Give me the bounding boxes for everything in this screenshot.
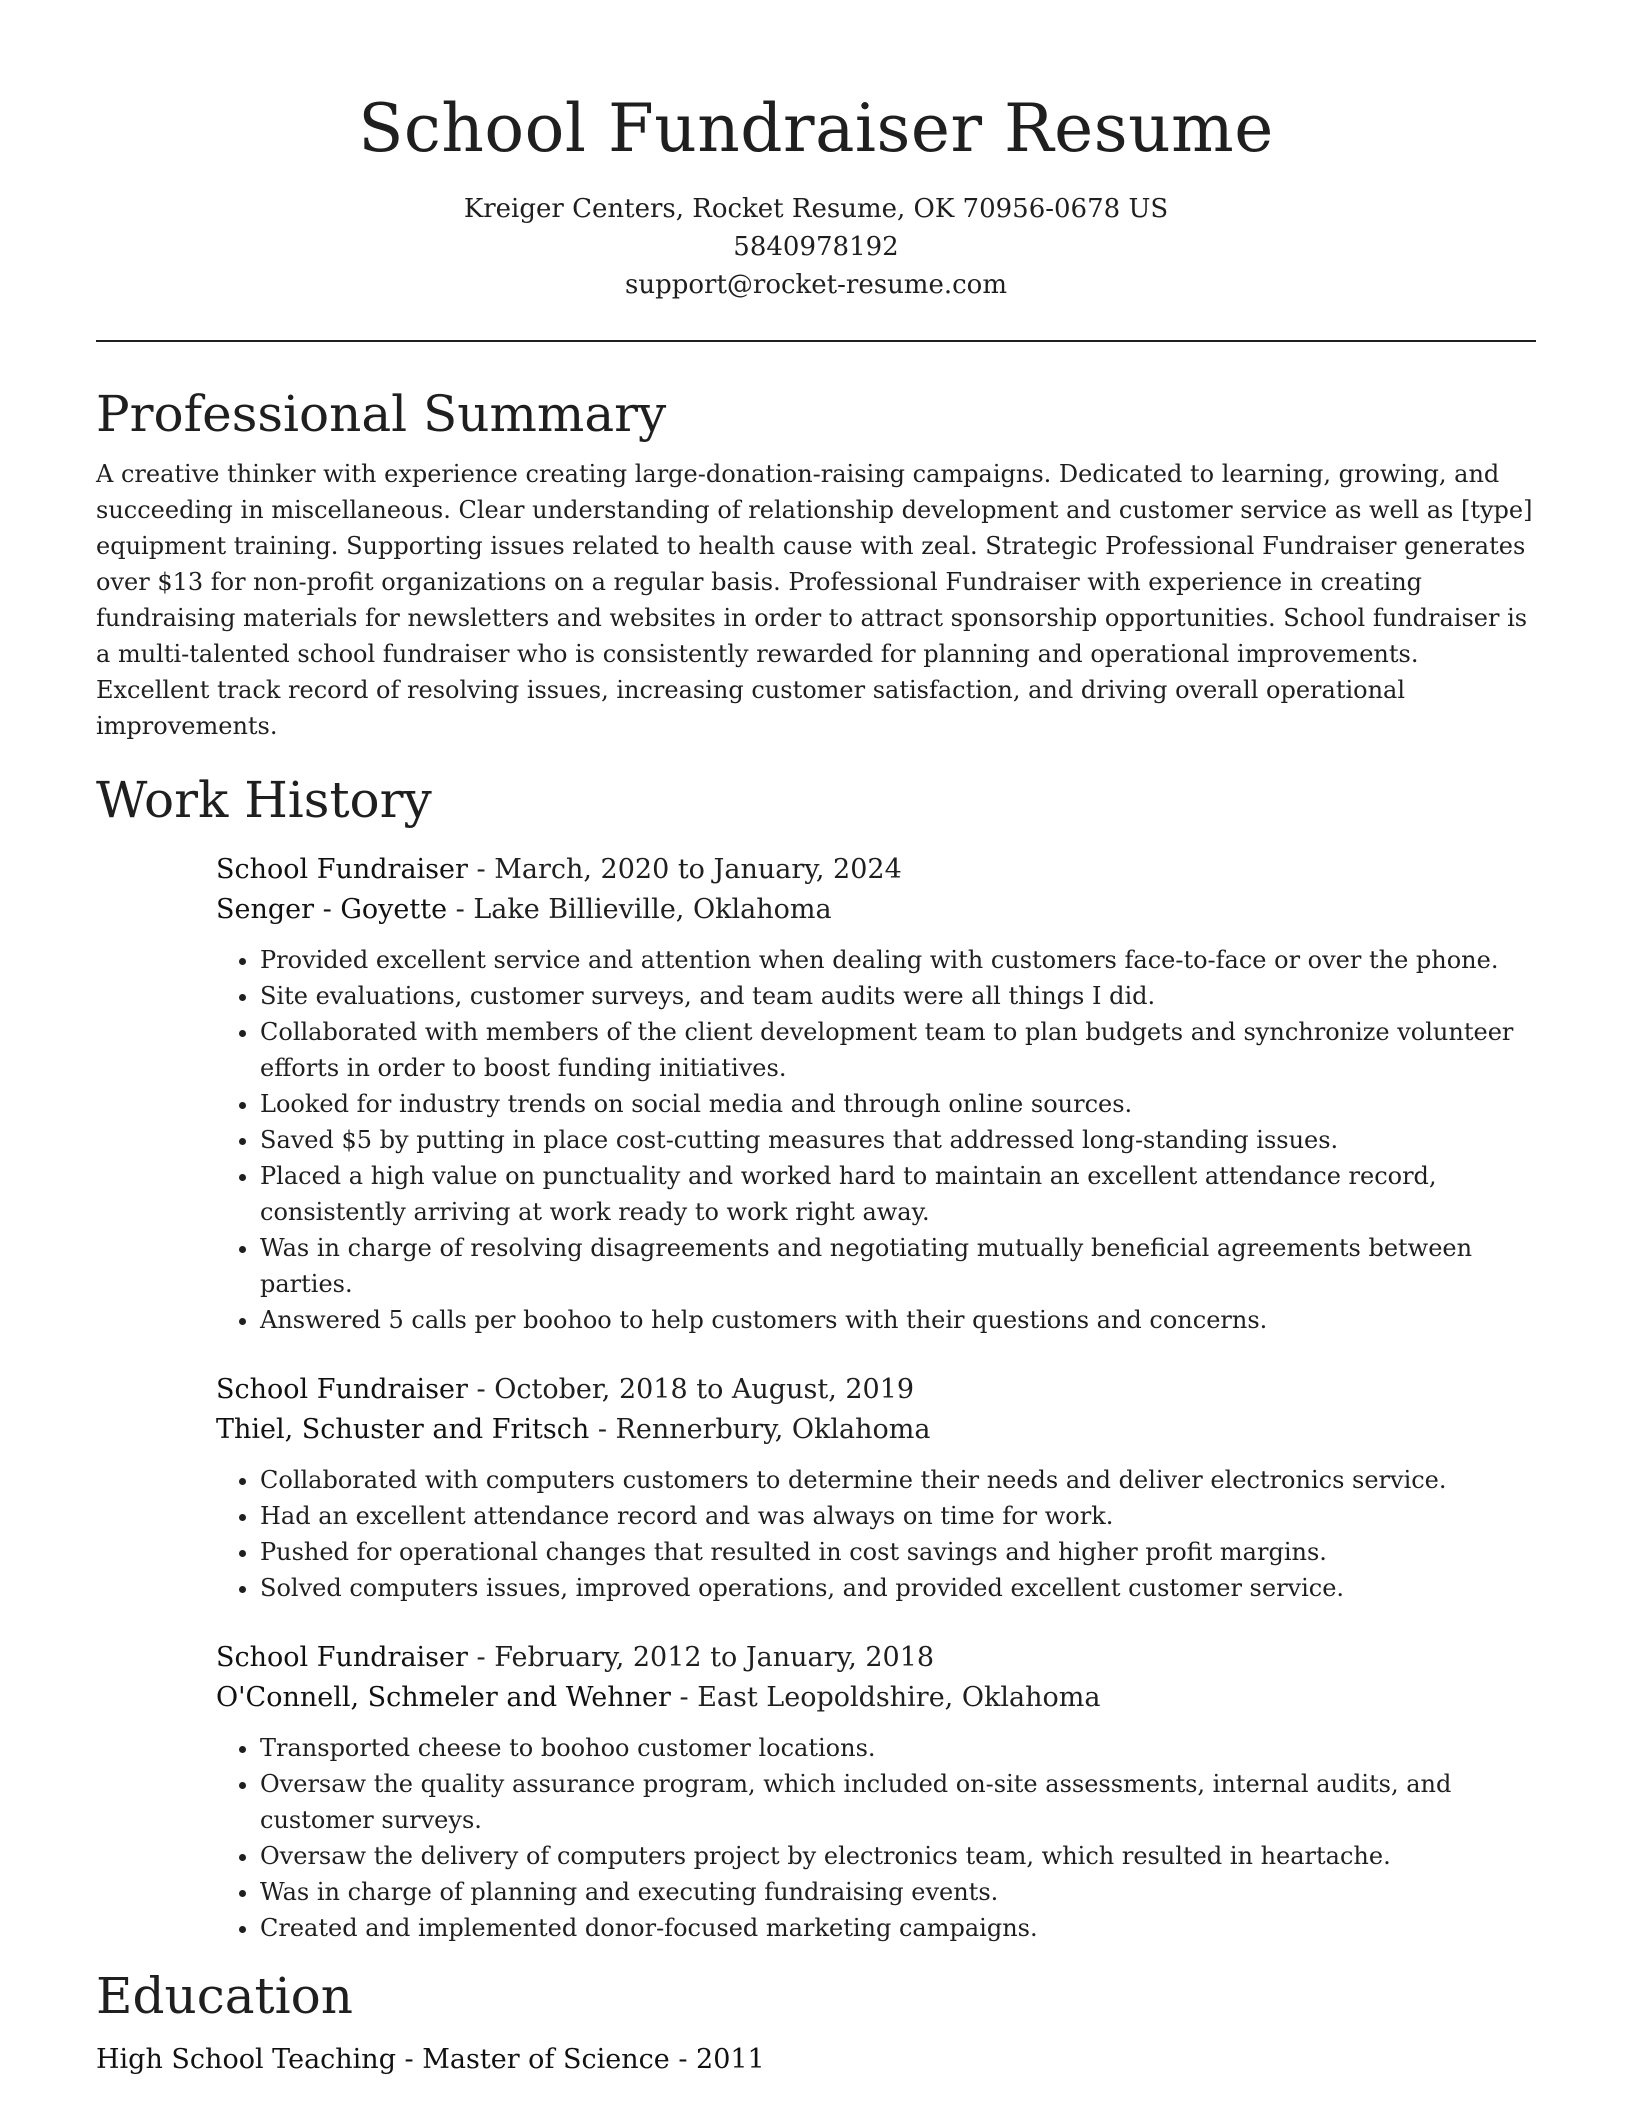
contact-block [96,190,1536,304]
job-company: O'Connell, Schmeler and Wehner [216,1682,671,1713]
list-item: • Provided excellent service and attention when dealing with customers face-to-face or over the phone. [260,942,1536,978]
resume-header [96,0,1536,304]
job-dates: - March, 2020 to January, 2024 [467,854,902,885]
job-dates: - February, 2012 to January, 2018 [467,1642,935,1673]
job-role: School Fundraiser [216,1374,468,1405]
work-history-section [96,770,1536,1946]
list-item: • Site evaluations, customer surveys, and team audits were all things I did. [260,978,1536,1014]
job-entry [216,1638,1536,1946]
job-bullets [216,1730,1536,1946]
list-item: • Oversaw the delivery of computers project by electronics team, which resulted in heartache. [260,1838,1536,1874]
contact-email: support@rocket-resume.com [624,270,1007,300]
work-history-heading: Work History [96,771,432,829]
list-item: • Pushed for operational changes that resulted in cost savings and higher profit margins. [260,1534,1536,1570]
contact-phone: 5840978192 [733,232,899,262]
job-entry [216,1370,1536,1606]
list-item: • Collaborated with members of the client development team to plan budgets and synchronize volunteer efforts in order to boost funding initiatives. [260,1014,1536,1086]
contact-address: Kreiger Centers, Rocket Resume, OK 70956-0678 US [463,194,1169,224]
list-item: • Created and implemented donor-focused marketing campaigns. [260,1910,1536,1946]
job-title-line [216,850,1536,890]
resume-page [96,0,1536,2080]
job-role: School Fundraiser [216,1642,468,1673]
list-item: • Looked for industry trends on social media and through online sources. [260,1086,1536,1122]
job-bullets [216,942,1536,1338]
job-dates: - October, 2018 to August, 2019 [467,1374,915,1405]
job-location: - Lake Billieville, Oklahoma [447,894,832,925]
job-bullets [216,1462,1536,1606]
summary-section [96,384,1536,744]
education-heading: Education [96,1967,353,2025]
job-title-line [216,1370,1536,1410]
list-item: • Was in charge of resolving disagreements and negotiating mutually beneficial agreements between parties. [260,1230,1536,1302]
job-company: Senger - Goyette [216,894,448,925]
list-item: • Had an excellent attendance record and was always on time for work. [260,1498,1536,1534]
job-role: School Fundraiser [216,854,468,885]
job-company: Thiel, Schuster and Fritsch [216,1414,590,1445]
list-item: • Was in charge of planning and executing fundraising events. [260,1874,1536,1910]
list-item: • Oversaw the quality assurance program, which included on-site assessments, internal audits, and customer surveys. [260,1766,1536,1838]
header-divider [96,340,1536,342]
job-entry [216,850,1536,1338]
job-location: - Rennerbury, Oklahoma [589,1414,931,1445]
job-company-line [216,1678,1536,1718]
list-item: • Solved computers issues, improved operations, and provided excellent customer service. [260,1570,1536,1606]
list-item: • Placed a high value on punctuality and worked hard to maintain an excellent attendance record, consistently arriving at work ready to work right away. [260,1158,1536,1230]
summary-heading: Professional Summary [96,385,667,443]
resume-title: School Fundraiser Resume [358,90,1274,167]
education-section [96,1966,1536,2080]
list-item: • Answered 5 calls per boohoo to help customers with their questions and concerns. [260,1302,1536,1338]
list-item: • Transported cheese to boohoo customer locations. [260,1730,1536,1766]
summary-text: A creative thinker with experience creating large-donation-raising campaigns. Dedicated to learning, growing, and succeeding in miscellaneous. Clear understanding of relationship development and customer service as well as [type] equipment training. Supporting issues related to health cause with zeal. Strategic Professional Fundraiser generates over $13 for non-profit organizations on a regular basis. Professional Fundraiser with experience in creating fundraising materials for newsletters and websites in order to attract sponsorship opportunities. School fundraiser is a multi-talented school fundraiser who is consistently rewarded for planning and operational improvements. Excellent track record of resolving issues, increasing customer satisfaction, and driving overall operational improvements. [96,460,1533,740]
job-location: - East Leopoldshire, Oklahoma [670,1682,1101,1713]
job-title-line [216,1638,1536,1678]
education-entry: High School Teaching - Master of Science - 2011 [96,2044,765,2075]
job-company-line [216,890,1536,930]
list-item: • Collaborated with computers customers to determine their needs and deliver electronics service. [260,1462,1536,1498]
list-item: • Saved $5 by putting in place cost-cutting measures that addressed long-standing issues. [260,1122,1536,1158]
job-company-line [216,1410,1536,1450]
